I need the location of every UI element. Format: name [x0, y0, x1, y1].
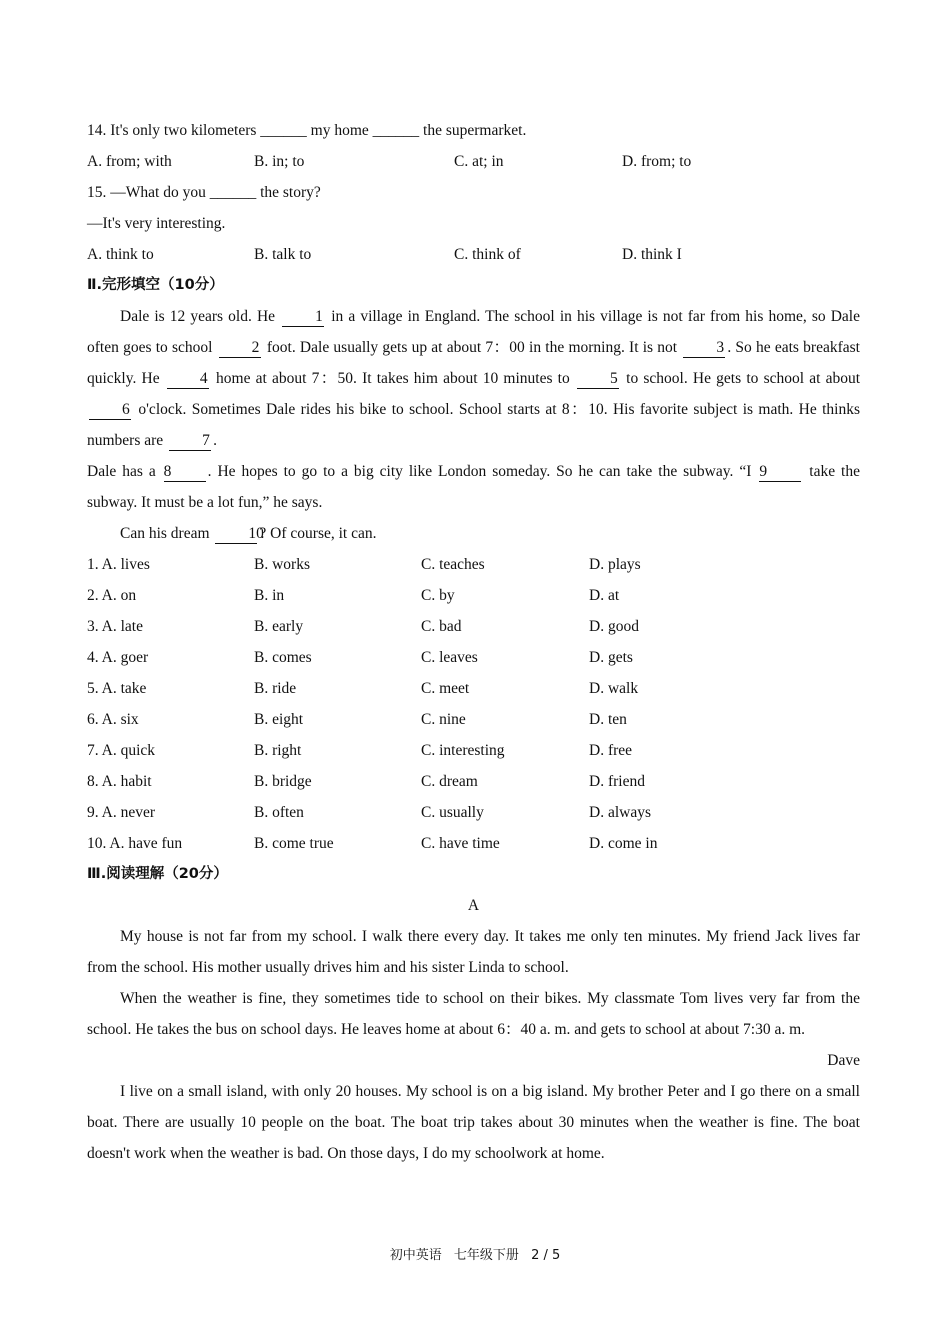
question-15-options [87, 239, 860, 270]
section-3-title: Ⅲ.阅读理解（20分） [87, 866, 228, 882]
question-14-options [87, 146, 860, 177]
cloze-blank-8: 8 [164, 463, 206, 482]
cloze-blank-6: 6 [89, 401, 131, 420]
footer-grade: 七年级下册 [453, 1248, 519, 1263]
option: C. think of [454, 246, 521, 263]
question-15-stem: 15. —What do you ______ the story? [87, 184, 321, 201]
cloze-blank-1: 1 [282, 308, 324, 327]
passage-paragraph-1: My house is not far from my school. I walk there every day. It takes me only ten minutes. My friend Jack lives far from the school. His mother usually drives him and his sister Linda to school. [87, 928, 860, 976]
worksheet-page [87, 115, 860, 1169]
cloze-option-row: 4. A. goer B. comes C. leaves D. gets [87, 649, 633, 666]
cloze-option-row: 6. A. six B. eight C. nine D. ten [87, 711, 627, 728]
cloze-option-row: 3. A. late B. early C. bad D. good [87, 618, 639, 635]
cloze-blank-9: 9 [759, 463, 801, 482]
question-14-stem: 14. It's only two kilometers ______ my home ______ the supermarket. [87, 122, 527, 139]
option: B. talk to [254, 246, 312, 263]
passage-paragraph-3: I live on a small island, with only 20 houses. My school is on a big island. My brother Peter and I go there on a small boat. There are usually 10 people on the boat. The boat trip takes about 30 minutes when the weather is fine. The boat doesn't work when the weather is bad. On those days, I do my schoolwork at home. [87, 1083, 860, 1162]
footer-page-number: 2 / 5 [531, 1248, 561, 1263]
section-2-title: Ⅱ.完形填空（10分） [87, 277, 224, 293]
cloze-option-row: 5. A. take B. ride C. meet D. walk [87, 680, 639, 697]
cloze-option-row: 7. A. quick B. right C. interesting D. free [87, 742, 633, 759]
cloze-blank-10: 10 [215, 525, 257, 544]
cloze-blank-7: 7 [169, 432, 211, 451]
cloze-options-list [87, 549, 860, 859]
cloze-blank-5: 5 [577, 370, 619, 389]
passage-signature: Dave [827, 1052, 860, 1069]
cloze-blank-2: 2 [219, 339, 261, 358]
cloze-option-row: 2. A. on B. in C. by D. at [87, 587, 620, 604]
option: B. in; to [254, 153, 305, 170]
cloze-blank-4: 4 [167, 370, 209, 389]
cloze-blank-3: 3 [683, 339, 725, 358]
cloze-paragraph-3: Can his dream 10? Of course, it can. [120, 525, 377, 542]
cloze-paragraph-1: Dale is 12 years old. He 1 in a village in England. The school in his village is not far from his home, so Dale often goes to school 2 foot. Dale usually gets up at about 7：00 in the morning. It is not 3 . So he eats breakfast quickly. He 4 home at about 7：50. It takes him about 10 minutes to 5 to school. He gets to school at about 6 o'clock. Sometimes Dale rides his bike to school. School starts at 8：10. His favorite subject is math. He thinks numbers are 7 . [87, 308, 861, 449]
passage-label: A [467, 897, 480, 914]
option: C. at; in [454, 153, 504, 170]
option: D. think I [622, 246, 682, 263]
option: A. think to [87, 246, 154, 263]
option: A. from; with [87, 153, 172, 170]
cloze-option-row: 9. A. never B. often C. usually D. always [87, 804, 651, 821]
passage-paragraph-2: When the weather is fine, they sometimes tide to school on their bikes. My classmate Tom lives very far from the school. He takes the bus on school days. He leaves home at about 6：40 a. m. and gets to school at about 7:30 a. m. [87, 990, 860, 1038]
cloze-option-row: 10. A. have fun B. come true C. have time D. come in [87, 835, 658, 852]
question-15-answer-line: —It's very interesting. [87, 215, 226, 232]
footer-subject: 初中英语 [389, 1248, 442, 1263]
option: D. from; to [622, 153, 692, 170]
cloze-option-row: 1. A. lives B. works C. teaches D. plays [87, 556, 641, 573]
page-footer [0, 1244, 950, 1263]
cloze-paragraph-2: Dale has a 8 . He hopes to go to a big city like London someday. So he can take the subway. “I 9 take the subway. It must be a lot fun,” he says. [87, 463, 860, 511]
cloze-option-row: 8. A. habit B. bridge C. dream D. friend [87, 773, 645, 790]
